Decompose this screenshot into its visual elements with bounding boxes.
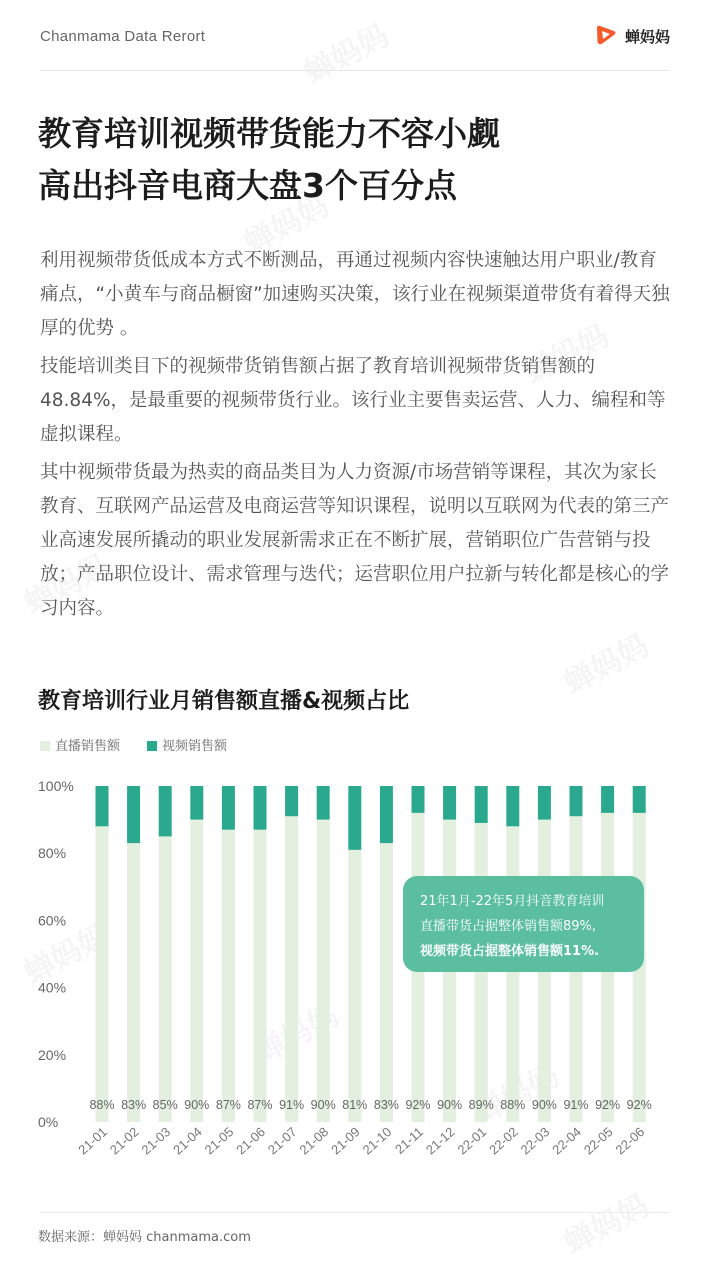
x-tick-label: 21-03 [138,1124,174,1158]
bar-video [506,786,519,826]
data-label: 87% [215,1098,241,1112]
bar-video [96,786,109,826]
bar-video [601,786,614,813]
chanmama-logo-icon [593,24,619,48]
annotation-line: 21年1月-22年5月抖音教育培训 [420,894,605,909]
data-label: 89% [468,1098,494,1112]
data-label: 90% [310,1098,336,1112]
bar-live [475,823,488,1122]
bar-video [380,786,393,843]
data-label: 92% [626,1098,652,1112]
stacked-bar-chart [0,730,710,1200]
bar-video [159,786,172,836]
page-title [38,108,678,212]
bar-live [190,820,203,1122]
bar-live [96,826,109,1122]
data-label: 87% [247,1098,273,1112]
body-paragraph: 其中视频带货最为热卖的商品类目为人力资源/市场营销等课程，其次为家长教育、互联网产品运营及电商运营等知识课程，说明以互联网为代表的第三产业高速发展所撬动的职业发展新需求正在不断扩展，营销职位广告营销与投放；产品职位设计、需求管理与迭代；运营职位用户拉新与转化都是核心的学习内容。 [40,462,670,619]
bar-video [475,786,488,823]
body-paragraph: 技能培训类目下的视频带货销售额占据了教育培训视频带货销售额的48.84%，是最重要的视频带货行业。该行业主要售卖运营、人力、编程和等虚拟课程。 [40,356,666,445]
data-label: 83% [121,1098,147,1112]
logo-text: 蝉妈妈 [624,27,670,46]
bar-live [506,826,519,1122]
data-label: 81% [342,1098,368,1112]
data-source: 数据来源：蝉妈妈 chanmama.com [38,1230,251,1245]
x-tick-label: 21-11 [391,1124,427,1157]
bar-video [412,786,425,813]
x-tick-label: 21-09 [328,1124,363,1158]
bar-live [222,830,235,1122]
x-tick-label: 22-03 [517,1124,553,1158]
data-label: 85% [152,1098,178,1112]
y-tick-label: 20% [38,1046,67,1063]
page-header [40,0,670,71]
brand-logo [593,24,670,48]
x-tick-label: 22-01 [454,1124,490,1158]
data-label: 83% [373,1098,399,1112]
x-tick-label: 21-12 [422,1124,458,1158]
x-tick-label: 21-04 [170,1124,205,1158]
annotation-line: 直播带货占据整体销售额89%, [420,919,597,934]
data-label: 92% [405,1098,431,1112]
data-label: 90% [531,1098,557,1112]
bar-video [285,786,298,816]
data-label: 91% [563,1098,589,1112]
bar-live [380,843,393,1122]
bar-live [254,830,267,1122]
y-tick-label: 40% [38,979,67,996]
x-tick-label: 21-07 [264,1124,300,1158]
bar-video [127,786,140,843]
legend-swatch-live [40,741,50,751]
y-tick-label: 60% [38,912,67,929]
bar-video [317,786,330,820]
x-tick-label: 21-06 [233,1124,269,1158]
title-line-2: 高出抖音电商大盘3个百分点 [38,166,457,205]
bar-video [538,786,551,820]
x-tick-label: 21-01 [75,1124,111,1158]
report-name: Chanmama Data Rerort [40,28,206,45]
body-paragraph: 利用视频带货低成本方式不断测品，再通过视频内容快速触达用户职业/教育痛点，“小黄车与商品橱窗”加速购买决策，该行业在视频渠道带货有着得天独厚的优势 。 [40,250,670,339]
bar-live [317,820,330,1122]
annotation-line: 视频带货占据整体销售额11%. [420,944,600,959]
data-label: 90% [437,1098,463,1112]
data-label: 88% [500,1098,526,1112]
bar-live [348,850,361,1122]
x-tick-label: 22-06 [612,1124,648,1158]
bar-live [127,843,140,1122]
data-label: 88% [89,1098,115,1112]
y-tick-label: 100% [38,778,74,794]
x-tick-label: 21-08 [296,1124,332,1158]
footer-divider [40,1212,670,1213]
x-tick-label: 22-04 [549,1124,585,1158]
bar-live [159,836,172,1122]
chart-title: 教育培训行业月销售额直播&视频占比 [38,689,410,714]
bar-video [190,786,203,820]
watermark [555,621,655,702]
bar-video [222,786,235,830]
bar-video [633,786,646,813]
x-tick-label: 21-10 [359,1124,395,1158]
bar-video [348,786,361,850]
data-label: 91% [279,1098,305,1112]
legend-swatch-video [147,741,157,751]
legend-label-video: 视频销售额 [162,739,228,754]
data-label: 90% [184,1098,210,1112]
bar-video [254,786,267,830]
bar-live [285,816,298,1122]
x-tick-label: 21-05 [201,1124,237,1158]
x-tick-label: 22-02 [486,1124,521,1158]
title-line-1: 教育培训视频带货能力不容小觑 [38,114,500,153]
x-tick-label: 22-05 [580,1124,616,1158]
data-label: 92% [595,1098,621,1112]
y-tick-label: 80% [38,845,67,862]
x-tick-label: 21-02 [106,1124,142,1158]
bar-video [443,786,456,820]
legend-label-live: 直播销售额 [55,739,121,754]
y-tick-label: 0% [38,1114,59,1130]
bar-video [570,786,583,816]
